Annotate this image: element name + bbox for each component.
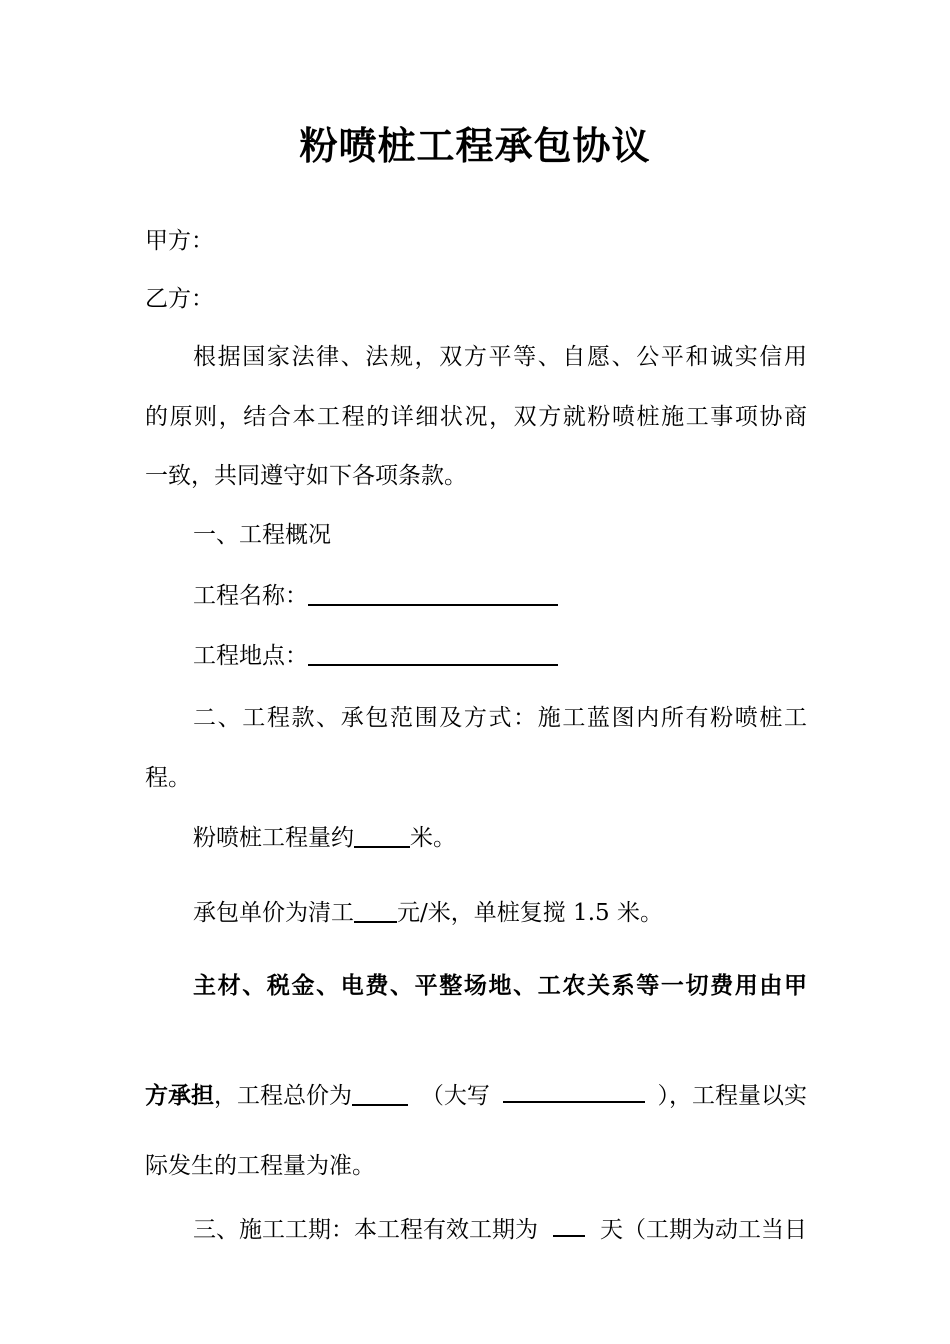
section-2-line-1: 二、工程款、承包范围及方式：施工蓝图内所有粉喷桩工 xyxy=(193,705,807,731)
quantity-label: 粉喷桩工程量约 xyxy=(193,825,354,851)
total-uppercase-close: ），工程量以实 xyxy=(657,1083,807,1109)
preamble-line-2: 的原则，结合本工程的详细状况，双方就粉喷桩施工事项协商 xyxy=(145,404,807,430)
party-a-label: 甲方： xyxy=(145,228,214,254)
quantity-blank xyxy=(354,822,410,848)
section-3-row xyxy=(193,1211,807,1245)
total-price-label: ，工程总价为 xyxy=(214,1083,352,1109)
project-location-row xyxy=(193,640,807,671)
quantity-basis-line: 际发生的工程量为准。 xyxy=(145,1153,375,1179)
costs-bold-line: 主材、税金、电费、平整场地、工农关系等一切费用由甲 xyxy=(193,972,807,999)
project-location-blank xyxy=(308,640,558,666)
unit-price-label: 承包单价为清工 xyxy=(193,900,354,926)
total-price-blank xyxy=(352,1080,408,1106)
project-location-label: 工程地点： xyxy=(193,643,308,669)
section-1-heading: 一、工程概况 xyxy=(193,522,331,548)
section-3-label: 三、施工工期：本工程有效工期为 xyxy=(193,1217,538,1243)
preamble-line-1: 根据国家法律、法规，双方平等、自愿、公平和诚实信用 xyxy=(193,344,807,370)
project-name-label: 工程名称： xyxy=(193,583,308,609)
unit-price-text: 元/米，单桩复搅 1.5 米。 xyxy=(397,900,663,926)
duration-blank xyxy=(553,1211,585,1237)
document-title: 粉喷桩工程承包协议 xyxy=(299,123,651,168)
unit-price-row xyxy=(193,897,807,928)
quantity-unit: 米。 xyxy=(410,825,456,851)
total-price-row xyxy=(145,1077,807,1111)
unit-price-blank xyxy=(354,897,397,923)
costs-bold-continuation: 方承担 xyxy=(145,1082,214,1109)
party-b-label: 乙方： xyxy=(145,286,214,312)
project-name-row xyxy=(193,580,807,611)
total-uppercase-open: （大写 xyxy=(420,1083,490,1109)
total-uppercase-blank xyxy=(503,1077,645,1103)
project-name-blank xyxy=(308,580,558,606)
preamble-line-3: 一致，共同遵守如下各项条款。 xyxy=(145,463,467,489)
quantity-row xyxy=(193,822,807,853)
section-3-text: 天（工期为动工当日 xyxy=(600,1217,807,1243)
section-2-line-2: 程。 xyxy=(145,765,191,791)
